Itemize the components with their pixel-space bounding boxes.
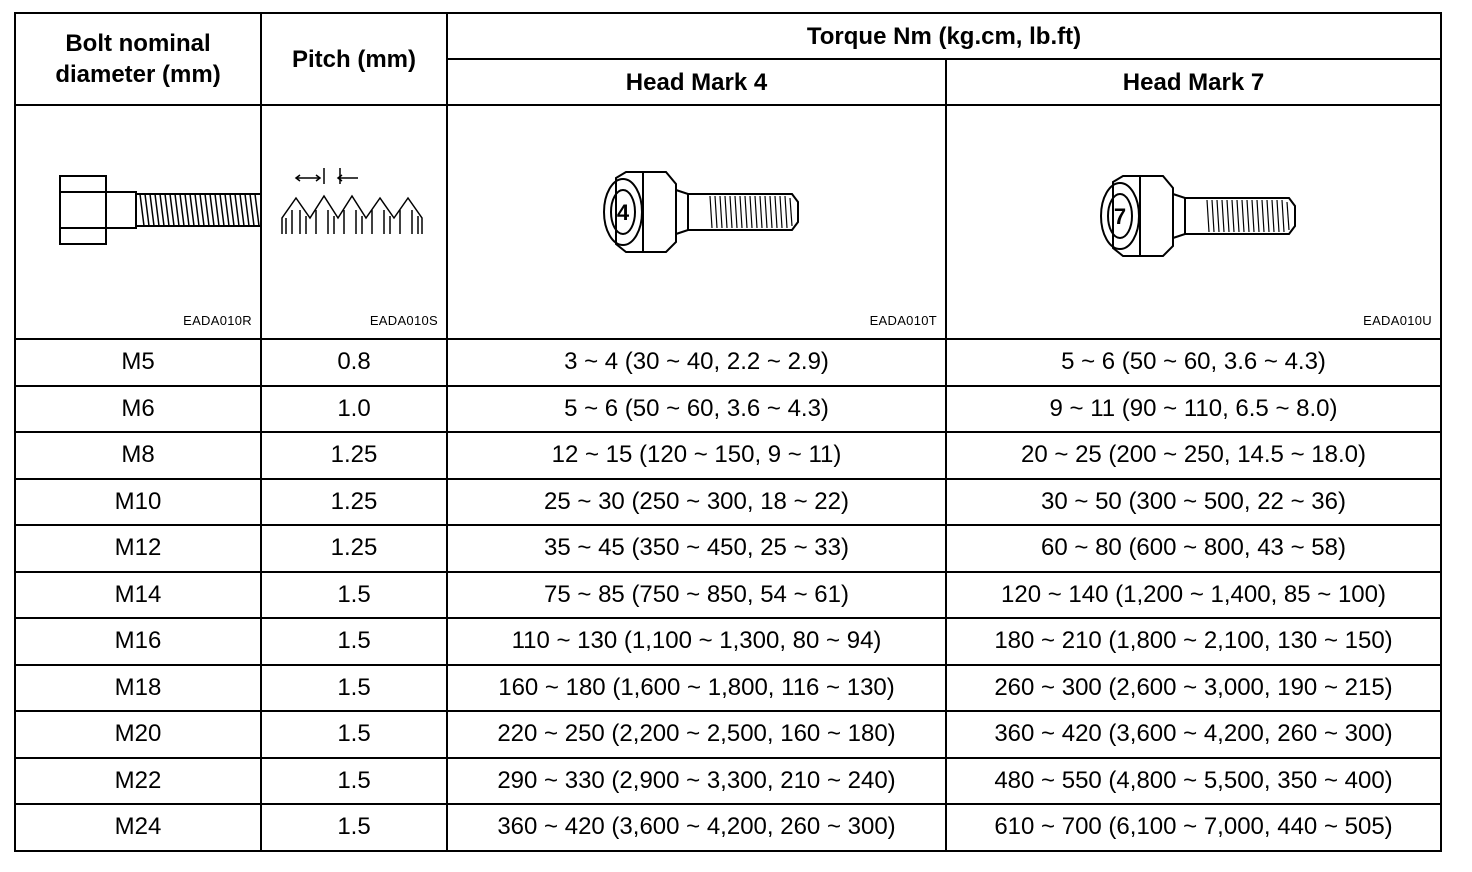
head-mark-7-figure-cell: [946, 105, 1441, 339]
cell-torque-mark-4: 12 ~ 15 (120 ~ 150, 9 ~ 11): [447, 432, 946, 479]
torque-table: [14, 12, 1442, 852]
pitch-figure-cell: [261, 105, 447, 339]
bolt-diagram-icon: [16, 106, 262, 338]
bolt-figure-cell: [15, 105, 261, 339]
cell-torque-mark-7: 30 ~ 50 (300 ~ 500, 22 ~ 36): [946, 479, 1441, 526]
cell-pitch: 1.5: [261, 665, 447, 712]
figure-code-bolt: EADA010R: [183, 313, 252, 328]
cell-torque-mark-7: 360 ~ 420 (3,600 ~ 4,200, 260 ~ 300): [946, 711, 1441, 758]
thread-pitch-icon: [262, 106, 448, 338]
header-head-mark-7: Head Mark 7: [946, 59, 1441, 105]
figure-code-mark-7: EADA010U: [1363, 313, 1432, 328]
table-row: [15, 711, 1441, 758]
cell-torque-mark-4: 220 ~ 250 (2,200 ~ 2,500, 160 ~ 180): [447, 711, 946, 758]
cell-diameter: M16: [15, 618, 261, 665]
cell-pitch: 1.5: [261, 711, 447, 758]
head-mark-4-figure-cell: [447, 105, 946, 339]
table-row: [15, 479, 1441, 526]
cell-diameter: M5: [15, 339, 261, 386]
cell-diameter: M24: [15, 804, 261, 851]
table-row: [15, 339, 1441, 386]
cell-torque-mark-4: 35 ~ 45 (350 ~ 450, 25 ~ 33): [447, 525, 946, 572]
cell-torque-mark-7: 9 ~ 11 (90 ~ 110, 6.5 ~ 8.0): [946, 386, 1441, 433]
cell-torque-mark-7: 610 ~ 700 (6,100 ~ 7,000, 440 ~ 505): [946, 804, 1441, 851]
table-row: [15, 572, 1441, 619]
cell-diameter: M6: [15, 386, 261, 433]
cell-pitch: 0.8: [261, 339, 447, 386]
table-row: [15, 618, 1441, 665]
cell-diameter: M8: [15, 432, 261, 479]
cell-torque-mark-4: 290 ~ 330 (2,900 ~ 3,300, 210 ~ 240): [447, 758, 946, 805]
head-mark-4-digit: 4: [616, 200, 630, 225]
cell-torque-mark-4: 3 ~ 4 (30 ~ 40, 2.2 ~ 2.9): [447, 339, 946, 386]
cell-torque-mark-4: 75 ~ 85 (750 ~ 850, 54 ~ 61): [447, 572, 946, 619]
table-row: [15, 525, 1441, 572]
table-row: [15, 758, 1441, 805]
cell-torque-mark-7: 120 ~ 140 (1,200 ~ 1,400, 85 ~ 100): [946, 572, 1441, 619]
cell-pitch: 1.25: [261, 432, 447, 479]
cell-diameter: M22: [15, 758, 261, 805]
cell-pitch: 1.0: [261, 386, 447, 433]
cell-pitch: 1.25: [261, 479, 447, 526]
figure-code-pitch: EADA010S: [369, 313, 438, 328]
cell-pitch: 1.5: [261, 618, 447, 665]
cell-torque-mark-7: 180 ~ 210 (1,800 ~ 2,100, 130 ~ 150): [946, 618, 1441, 665]
cell-diameter: M18: [15, 665, 261, 712]
header-bolt-diameter: Bolt nominal diameter (mm): [15, 13, 261, 105]
header-torque: Torque Nm (kg.cm, lb.ft): [447, 13, 1441, 59]
cell-pitch: 1.5: [261, 758, 447, 805]
header-head-mark-4: Head Mark 4: [447, 59, 946, 105]
figure-code-mark-4: EADA010T: [869, 313, 937, 328]
cell-pitch: 1.5: [261, 804, 447, 851]
table-row: [15, 665, 1441, 712]
table-row: [15, 432, 1441, 479]
cell-torque-mark-7: 60 ~ 80 (600 ~ 800, 43 ~ 58): [946, 525, 1441, 572]
cell-diameter: M12: [15, 525, 261, 572]
cell-diameter: M10: [15, 479, 261, 526]
cell-pitch: 1.25: [261, 525, 447, 572]
cell-torque-mark-4: 360 ~ 420 (3,600 ~ 4,200, 260 ~ 300): [447, 804, 946, 851]
cell-torque-mark-7: 480 ~ 550 (4,800 ~ 5,500, 350 ~ 400): [946, 758, 1441, 805]
cell-torque-mark-4: 160 ~ 180 (1,600 ~ 1,800, 116 ~ 130): [447, 665, 946, 712]
head-mark-7-bolt-icon: [947, 106, 1442, 338]
cell-diameter: M14: [15, 572, 261, 619]
header-pitch: Pitch (mm): [261, 13, 447, 105]
cell-torque-mark-4: 25 ~ 30 (250 ~ 300, 18 ~ 22): [447, 479, 946, 526]
cell-torque-mark-4: 5 ~ 6 (50 ~ 60, 3.6 ~ 4.3): [447, 386, 946, 433]
cell-diameter: M20: [15, 711, 261, 758]
cell-pitch: 1.5: [261, 572, 447, 619]
cell-torque-mark-7: 5 ~ 6 (50 ~ 60, 3.6 ~ 4.3): [946, 339, 1441, 386]
cell-torque-mark-4: 110 ~ 130 (1,100 ~ 1,300, 80 ~ 94): [447, 618, 946, 665]
table-row: [15, 386, 1441, 433]
head-mark-7-digit: 7: [1113, 204, 1127, 229]
head-mark-4-bolt-icon: [448, 106, 947, 338]
torque-spec-document: [14, 12, 1442, 852]
cell-torque-mark-7: 260 ~ 300 (2,600 ~ 3,000, 190 ~ 215): [946, 665, 1441, 712]
cell-torque-mark-7: 20 ~ 25 (200 ~ 250, 14.5 ~ 18.0): [946, 432, 1441, 479]
table-row: [15, 804, 1441, 851]
